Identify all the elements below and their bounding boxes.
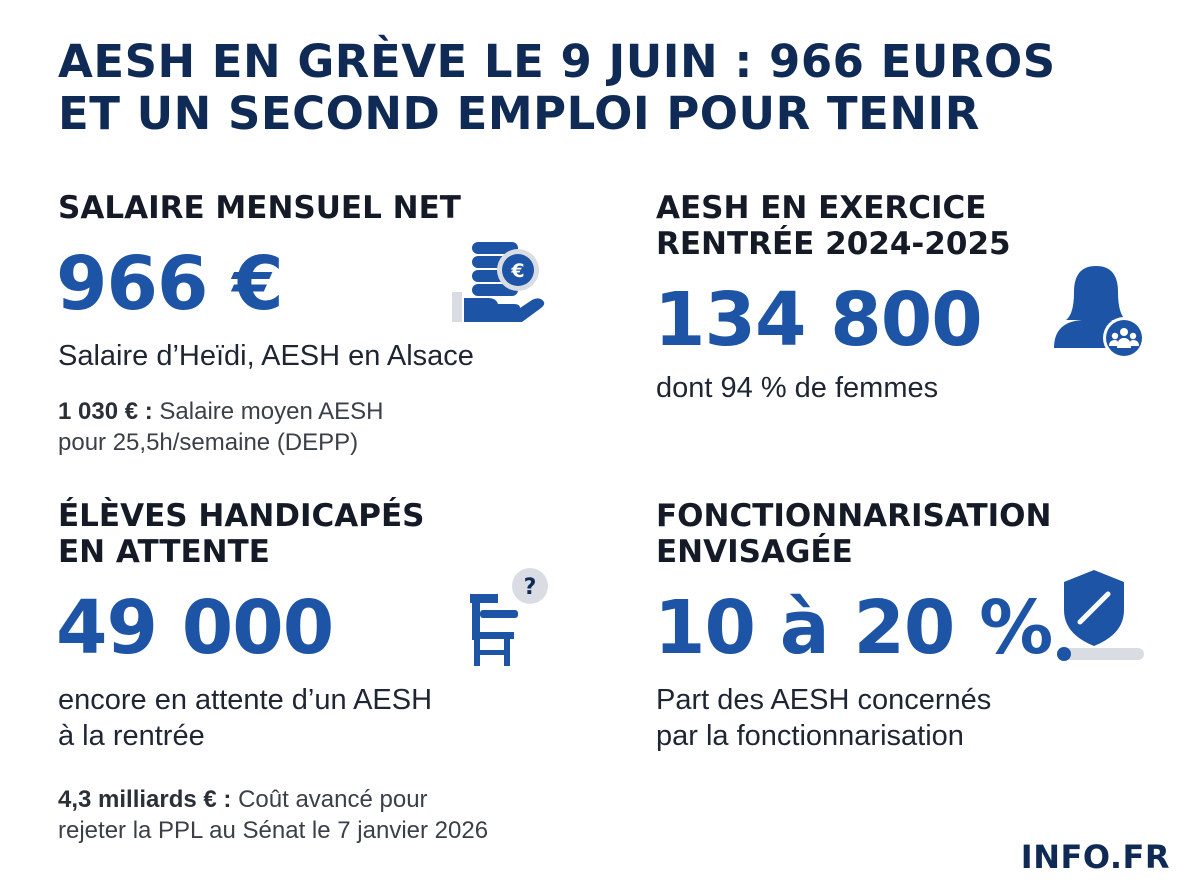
staff-title-line-2: RENTRÉE 2024-2025: [656, 226, 1011, 262]
civil-service-title-line-1: FONCTIONNARISATION: [656, 498, 1052, 534]
students-value: 49 000: [56, 585, 334, 671]
students-description-line-2: à la rentrée: [58, 720, 205, 752]
page-title: [58, 36, 1158, 140]
staff-description: dont 94 % de femmes: [656, 372, 939, 404]
students-note-text-2: rejeter la PPL au Sénat le 7 janvier 2026: [58, 817, 489, 844]
students-title: [58, 498, 425, 570]
civil-service-title: [656, 498, 1051, 570]
salary-description: Salaire d’Heïdi, AESH en Alsace: [58, 340, 474, 372]
students-description-line-1: encore en attente d’un AESH: [58, 684, 433, 716]
students-note-text-1: Coût avancé pour: [231, 786, 428, 813]
students-description: [58, 682, 432, 754]
salary-value: 966 €: [56, 241, 283, 327]
staff-value: 134 800: [654, 277, 982, 363]
students-title-line-1: ÉLÈVES HANDICAPÉS: [58, 498, 425, 534]
staff-title-line-1: AESH EN EXERCICE: [656, 190, 987, 226]
salary-note-text-2: pour 25,5h/semaine (DEPP): [58, 429, 359, 456]
coins-hand-icon: [448, 232, 552, 328]
svg-text:€: €: [511, 260, 525, 282]
salary-note-text-1: Salaire moyen AESH: [152, 398, 384, 425]
salary-title: SALAIRE MENSUEL NET: [58, 190, 461, 226]
question-mark-glyph: ?: [523, 575, 537, 600]
civil-service-value: 10 à 20 %: [654, 585, 1053, 671]
civil-service-description-line-1: Part des AESH concernés: [656, 684, 992, 716]
brand-logo: INFO.FR: [1020, 838, 1170, 876]
page-title-line-2: ET UN SECOND EMPLOI POUR TENIR: [58, 87, 980, 140]
students-note: [58, 784, 488, 846]
salary-note-bold: 1 030 € :: [58, 398, 153, 425]
staff-title: [656, 190, 1011, 262]
students-note-bold: 4,3 milliards € :: [58, 786, 232, 813]
civil-service-title-line-2: ENVISAGÉE: [656, 534, 853, 570]
civil-service-description: [656, 682, 991, 754]
school-desk-question-icon: [458, 566, 554, 670]
woman-group-icon: [1048, 262, 1148, 362]
salary-note: [58, 396, 384, 458]
civil-service-description-line-2: par la fonctionnarisation: [656, 720, 964, 752]
page-title-line-1: AESH EN GRÈVE LE 9 JUIN : 966 EUROS: [58, 35, 1056, 88]
shield-slider-icon: [1050, 564, 1150, 668]
students-title-line-2: EN ATTENTE: [58, 534, 270, 570]
